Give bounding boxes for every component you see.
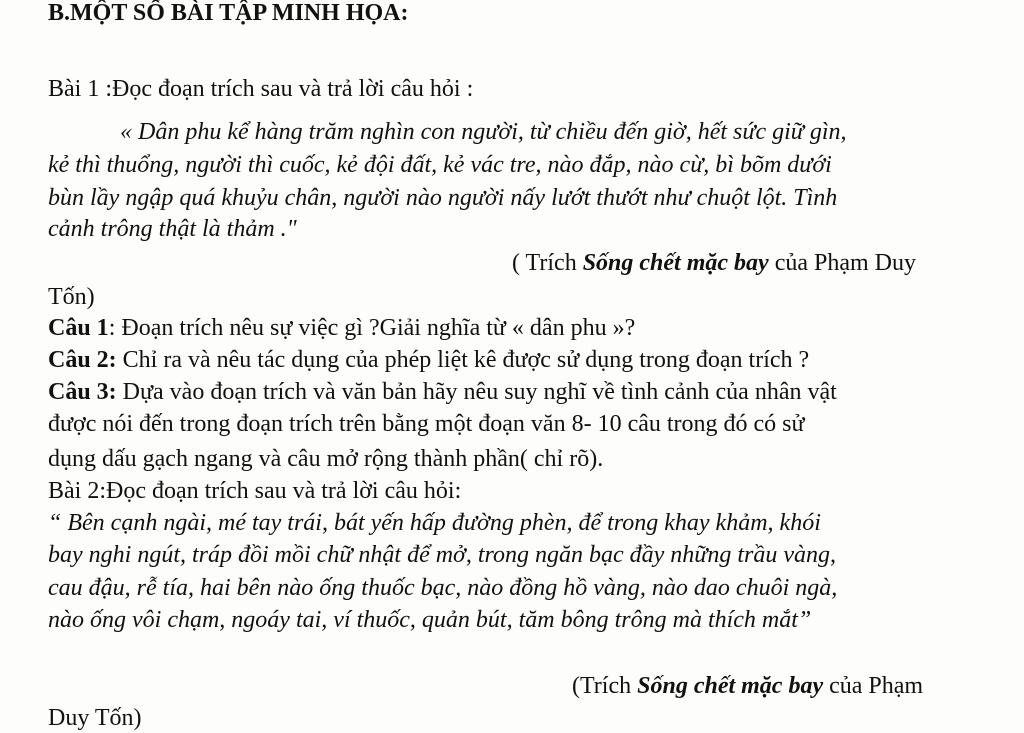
exercise-1-title: Bài 1 :Đọc đoạn trích sau và trả lời câu hỏi : [48,76,474,102]
exercise-1-passage-line: « Dân phu kể hàng trăm nghìn con người, từ chiều đến giờ, hết sức giữ gìn, [120,119,847,145]
exercise-1-passage-line: cảnh trông thật là thảm ." [48,216,297,242]
exercise-2-passage-line: “ Bên cạnh ngài, mé tay trái, bát yến hấp đường phèn, để trong khay khảm, khói [48,510,821,536]
exercise-1-source [512,248,916,278]
question-3-cont: dụng dấu gạch ngang và câu mở rộng thành phần( chỉ rõ). [48,446,604,472]
source-title: Sống chết mặc bay [582,250,769,276]
question-text: Dựa vào đoạn trích và văn bản hãy nêu suy nghĩ về tình cảnh của nhân vật [116,379,837,405]
source-suffix: của Phạm Duy [768,250,916,276]
source-prefix: (Trích [572,673,638,699]
question-2 [48,345,809,375]
exercise-1-passage-line: bùn lầy ngập quá khuỷu chân, người nào người nấy lướt thướt như chuột lột. Tình [48,185,838,211]
exercise-1-passage-line: kẻ thì thuổng, người thì cuốc, kẻ đội đất, kẻ vác tre, nào đắp, nào cừ, bì bõm dưới [48,152,832,178]
exercise-2-source-cont: Duy Tốn) [48,705,142,731]
exercise-2-title: Bài 2:Đọc đoạn trích sau và trả lời câu hỏi: [48,478,462,504]
source-prefix: ( Trích [512,250,583,276]
source-title: Sống chết mặc bay [637,673,824,699]
question-text: : Đoạn trích nêu sự việc gì ?Giải nghĩa từ « dân phu »? [108,315,636,341]
question-3-cont: được nói đến trong đoạn trích trên bằng một đoạn văn 8- 10 câu trong đó có sử [48,411,805,437]
question-label: Câu 3: [48,379,117,405]
exercise-2-passage-line: bay nghi ngút, tráp đồi mồi chữ nhật để mở, trong ngăn bạc đầy những trầu vàng, [48,542,837,568]
exercise-2-passage-line: cau đậu, rễ tía, hai bên nào ống thuốc bạc, nào đồng hồ vàng, nào dao chuôi ngà, [48,575,838,601]
exercise-2-source [572,671,923,701]
question-label: Câu 2: [48,347,117,373]
source-suffix: của Phạm [823,673,924,699]
exercise-1-source-cont: Tốn) [48,284,95,310]
question-label: Câu 1 [48,315,109,341]
section-heading: B.MỘT SỐ BÀI TẬP MINH HỌA: [48,0,409,26]
question-1 [48,313,635,343]
exercise-2-passage-line: nào ống vôi chạm, ngoáy tai, ví thuốc, quản bút, tăm bông trông mà thích mắt” [48,607,812,633]
question-text: Chỉ ra và nêu tác dụng của phép liệt kê được sử dụng trong đoạn trích ? [116,347,810,373]
question-3 [48,377,837,407]
